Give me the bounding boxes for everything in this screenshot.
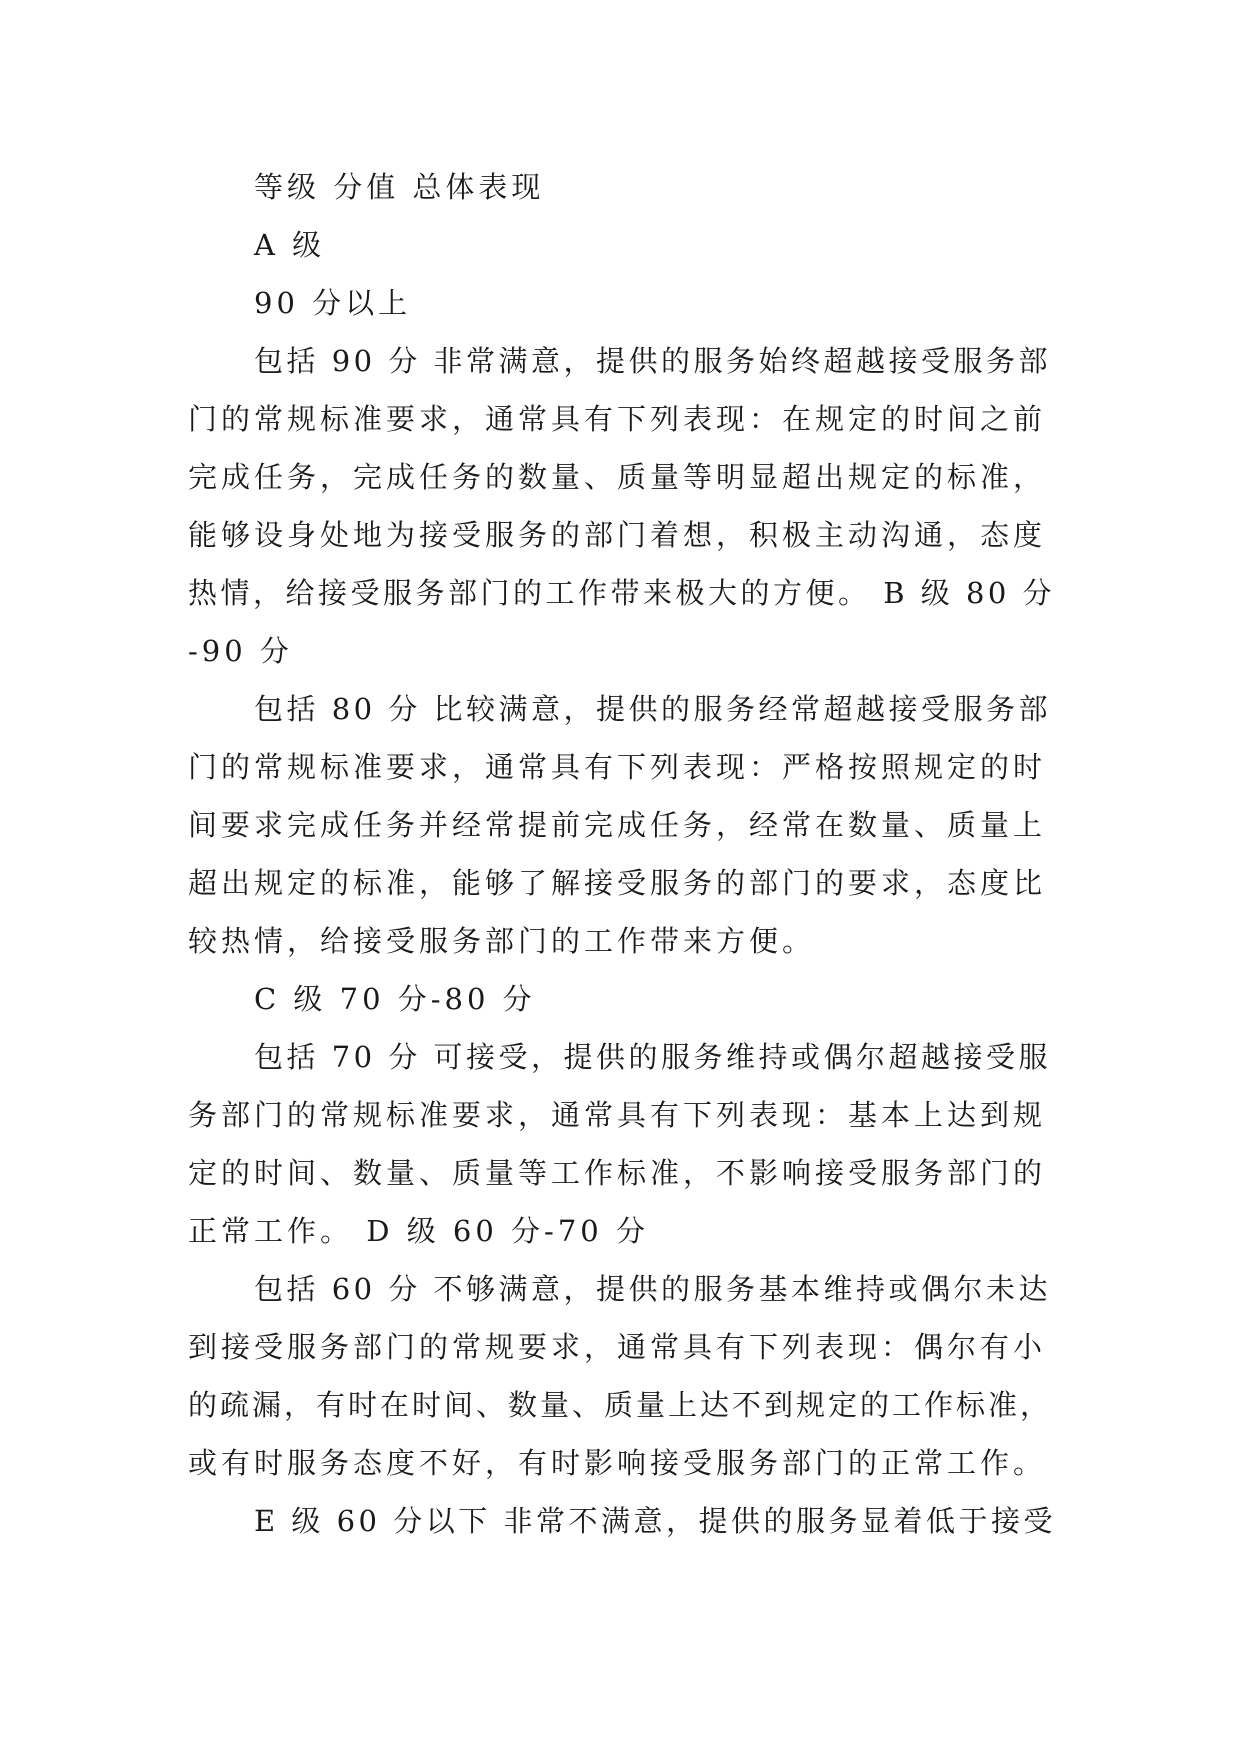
document-body xyxy=(188,158,1056,1550)
text-line: 包括 60 分 不够满意，提供的服务基本维持或偶尔未达 xyxy=(254,1272,1052,1306)
text-line: 等级 分值 总体表现 xyxy=(254,170,545,204)
text-line: -90 分 xyxy=(188,634,293,668)
text-line: 门的常规标准要求，通常具有下列表现：严格按照规定的时 xyxy=(188,750,1047,784)
text-line: 包括 80 分 比较满意，提供的服务经常超越接受服务部 xyxy=(254,692,1052,726)
text-line: 能够设身处地为接受服务的部门着想，积极主动沟通，态度 xyxy=(188,518,1047,552)
text-line: A 级 xyxy=(254,228,326,262)
text-line: 超出规定的标准，能够了解接受服务的部门的要求，态度比 xyxy=(188,866,1047,900)
text-line: 正常工作。 D 级 60 分-70 分 xyxy=(188,1214,649,1248)
text-line: C 级 70 分-80 分 xyxy=(254,982,536,1016)
text-line: 热情，给接受服务部门的工作带来极大的方便。 B 级 80 分 xyxy=(188,576,1056,610)
text-line: 完成任务，完成任务的数量、质量等明显超出规定的标准， xyxy=(188,460,1047,494)
text-line: 到接受服务部门的常规要求，通常具有下列表现：偶尔有小 xyxy=(188,1330,1047,1364)
text-line: 包括 70 分 可接受，提供的服务维持或偶尔超越接受服 xyxy=(254,1040,1052,1074)
text-line: 较热情，给接受服务部门的工作带来方便。 xyxy=(188,924,816,958)
text-line: 间要求完成任务并经常提前完成任务，经常在数量、质量上 xyxy=(188,808,1047,842)
text-line: 门的常规标准要求，通常具有下列表现：在规定的时间之前 xyxy=(188,402,1047,436)
text-line: E 级 60 分以下 非常不满意，提供的服务显着低于接受 xyxy=(254,1504,1056,1538)
text-line: 务部门的常规标准要求，通常具有下列表现：基本上达到规 xyxy=(188,1098,1047,1132)
text-line: 或有时服务态度不好，有时影响接受服务部门的正常工作。 xyxy=(188,1446,1047,1480)
text-line: 包括 90 分 非常满意，提供的服务始终超越接受服务部 xyxy=(254,344,1052,378)
text-line: 90 分以上 xyxy=(254,286,412,320)
text-line: 的疏漏，有时在时间、数量、质量上达不到规定的工作标准， xyxy=(188,1388,1053,1422)
text-line: 定的时间、数量、质量等工作标准，不影响接受服务部门的 xyxy=(188,1156,1047,1190)
